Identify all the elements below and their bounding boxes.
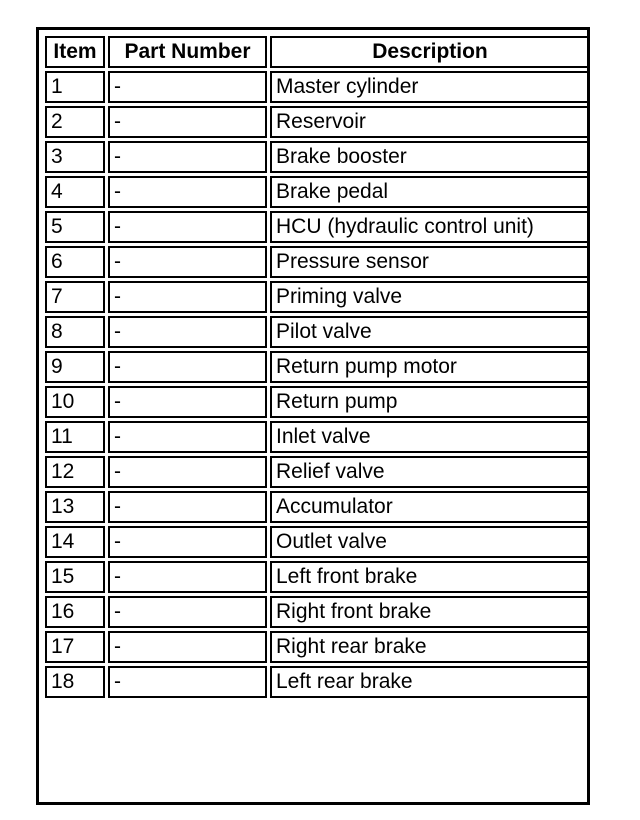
- part-number-cell: -: [108, 596, 267, 628]
- part-number-cell: -: [108, 211, 267, 243]
- description-cell: Reservoir: [270, 106, 590, 138]
- description-cell: Accumulator: [270, 491, 590, 523]
- table-row: [45, 281, 590, 313]
- part-number-cell: -: [108, 666, 267, 698]
- item-cell: 5: [45, 211, 105, 243]
- description-cell: Outlet valve: [270, 526, 590, 558]
- description-cell: Pilot valve: [270, 316, 590, 348]
- item-cell: 13: [45, 491, 105, 523]
- item-cell: 16: [45, 596, 105, 628]
- table-row: [45, 316, 590, 348]
- table-row: [45, 421, 590, 453]
- description-cell: Return pump: [270, 386, 590, 418]
- item-cell: 6: [45, 246, 105, 278]
- item-cell: 18: [45, 666, 105, 698]
- item-cell: 3: [45, 141, 105, 173]
- header-description: Description: [270, 36, 590, 68]
- part-number-cell: -: [108, 456, 267, 488]
- table-body: [45, 71, 590, 698]
- description-cell: Master cylinder: [270, 71, 590, 103]
- table-row: [45, 176, 590, 208]
- part-number-cell: -: [108, 246, 267, 278]
- part-number-cell: -: [108, 526, 267, 558]
- parts-table: [42, 33, 593, 701]
- description-cell: Right rear brake: [270, 631, 590, 663]
- table-row: [45, 351, 590, 383]
- item-cell: 2: [45, 106, 105, 138]
- table-row: [45, 456, 590, 488]
- item-cell: 12: [45, 456, 105, 488]
- description-cell: Left front brake: [270, 561, 590, 593]
- part-number-cell: -: [108, 561, 267, 593]
- part-number-cell: -: [108, 491, 267, 523]
- part-number-cell: -: [108, 71, 267, 103]
- table-row: [45, 526, 590, 558]
- table-row: [45, 106, 590, 138]
- item-cell: 17: [45, 631, 105, 663]
- item-cell: 7: [45, 281, 105, 313]
- table-row: [45, 491, 590, 523]
- table-row: [45, 71, 590, 103]
- description-cell: Right front brake: [270, 596, 590, 628]
- part-number-cell: -: [108, 631, 267, 663]
- item-cell: 9: [45, 351, 105, 383]
- header-row: [45, 36, 590, 68]
- item-cell: 1: [45, 71, 105, 103]
- part-number-cell: -: [108, 281, 267, 313]
- table-row: [45, 561, 590, 593]
- parts-table-frame: [36, 27, 590, 805]
- item-cell: 10: [45, 386, 105, 418]
- part-number-cell: -: [108, 106, 267, 138]
- header-item: Item: [45, 36, 105, 68]
- description-cell: Inlet valve: [270, 421, 590, 453]
- table-row: [45, 631, 590, 663]
- item-cell: 14: [45, 526, 105, 558]
- part-number-cell: -: [108, 316, 267, 348]
- part-number-cell: -: [108, 386, 267, 418]
- table-row: [45, 596, 590, 628]
- table-row: [45, 386, 590, 418]
- description-cell: Pressure sensor: [270, 246, 590, 278]
- description-cell: Brake booster: [270, 141, 590, 173]
- description-cell: Return pump motor: [270, 351, 590, 383]
- item-cell: 11: [45, 421, 105, 453]
- item-cell: 8: [45, 316, 105, 348]
- part-number-cell: -: [108, 351, 267, 383]
- table-row: [45, 141, 590, 173]
- table-row: [45, 246, 590, 278]
- table-row: [45, 666, 590, 698]
- item-cell: 4: [45, 176, 105, 208]
- part-number-cell: -: [108, 421, 267, 453]
- part-number-cell: -: [108, 141, 267, 173]
- item-cell: 15: [45, 561, 105, 593]
- description-cell: HCU (hydraulic control unit): [270, 211, 590, 243]
- description-cell: Brake pedal: [270, 176, 590, 208]
- part-number-cell: -: [108, 176, 267, 208]
- table-row: [45, 211, 590, 243]
- description-cell: Relief valve: [270, 456, 590, 488]
- description-cell: Left rear brake: [270, 666, 590, 698]
- description-cell: Priming valve: [270, 281, 590, 313]
- header-part-number: Part Number: [108, 36, 267, 68]
